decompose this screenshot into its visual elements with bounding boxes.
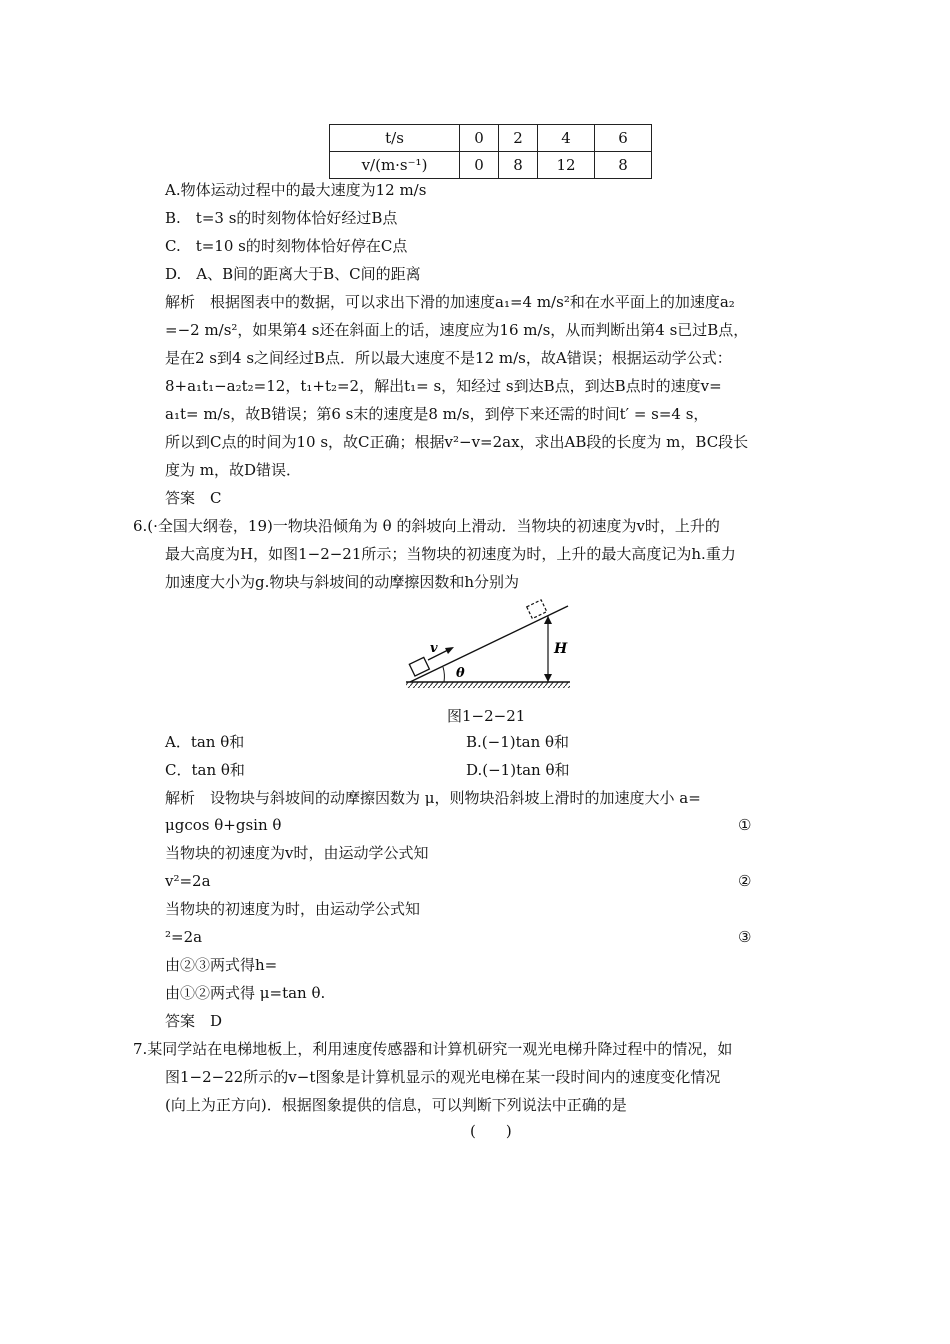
analysis-line: ²=2a [165,928,203,946]
question-stem: 最大高度为H，如图1−2−21所示；当物块的初速度为时，上升的最大高度记为h.重力 [165,545,736,563]
table-cell: 8 [499,152,538,179]
table-row [330,125,652,152]
velocity-arrowhead [445,647,454,654]
figure-caption: 图1−2−21 [447,707,526,725]
question-stem: 6.(·全国大纲卷，19)一物块沿倾角为 θ 的斜坡向上滑动．当物块的初速度为v时，上升的 [133,517,720,535]
label-H: H [554,641,568,657]
analysis-line: =−2 m/s²，如果第4 s还在斜面上的话，速度应为16 m/s，从而判断出第4 s已过B点， [165,321,749,339]
label-theta: θ [456,666,465,681]
block-final-dashed [527,600,547,619]
table-cell: t/s [330,125,460,152]
analysis-line: 由①②两式得 μ=tan θ. [165,984,326,1002]
velocity-time-table [329,124,652,179]
option-a: A．tan θ和 [165,733,245,751]
height-arrow-down [544,674,552,682]
ground-hatch [406,682,570,688]
analysis-line: 8+a₁t₁−a₂t₂=12，t₁+t₂=2，解出t₁= s，知经过 s到达B点，到达B点时的速度v= [165,377,722,395]
equation-mark: ① [738,816,752,834]
analysis-line: 所以到C点的时间为10 s，故C正确；根据v²−v=2ax，求出AB段的长度为 m，BC段长 [165,433,749,451]
question-stem: 7.某同学站在电梯地板上，利用速度传感器和计算机研究一观光电梯升降过程中的情况，如 [133,1040,733,1058]
label-v: v [430,641,438,656]
option-b: B. t=3 s的时刻物体恰好经过B点 [165,209,398,227]
question-stem: (向上为正方向)．根据图象提供的信息，可以判断下列说法中正确的是 [165,1096,627,1114]
block [409,657,429,676]
equation-mark: ② [738,872,752,890]
table-cell: v/(m·s⁻¹) [330,152,460,179]
question-stem: 图1−2−22所示的v−t图象是计算机显示的观光电梯在某一段时间内的速度变化情况 [165,1068,721,1086]
table-cell: 8 [595,152,652,179]
option-c: C. t=10 s的时刻物体恰好停在C点 [165,237,408,255]
analysis-line: μgcos θ+gsin θ [165,816,282,834]
analysis-line: 由②③两式得h= [165,956,278,974]
incline-figure [400,596,575,691]
analysis-line: a₁t= m/s，故B错误；第6 s末的速度是8 m/s，到停下来还需的时间t′ = s=4 s， [165,405,709,423]
answer-blank: ( ) [470,1122,512,1140]
option-d: D.(−1)tan θ和 [466,761,570,779]
table-row [330,152,652,179]
analysis-line: v²=2a [165,872,211,890]
table-cell: 2 [499,125,538,152]
analysis-line: 当物块的初速度为v时，由运动学公式知 [165,844,429,862]
option-c: C．tan θ和 [165,761,245,779]
table-cell: 0 [460,152,499,179]
analysis-line: 解析 设物块与斜坡间的动摩擦因数为 μ，则物块沿斜坡上滑时的加速度大小 a= [165,789,701,807]
question-stem: 加速度大小为g.物块与斜坡间的动摩擦因数和h分别为 [165,573,520,591]
table-cell: 4 [538,125,595,152]
analysis-line: 度为 m，故D错误． [165,461,302,479]
option-d: D. A、B间的距离大于B、C间的距离 [165,265,421,283]
equation-mark: ③ [738,928,752,946]
answer: 答案 C [165,489,222,507]
analysis-line: 当物块的初速度为时，由运动学公式知 [165,900,421,918]
angle-arc [443,667,444,682]
analysis-line: 是在2 s到4 s之间经过B点．所以最大速度不是12 m/s，故A错误；根据运动学公式： [165,349,732,367]
table-cell: 0 [460,125,499,152]
option-b: B.(−1)tan θ和 [466,733,570,751]
table-cell: 12 [538,152,595,179]
option-a: A.物体运动过程中的最大速度为12 m/s [165,181,427,199]
analysis-line: 解析 根据图表中的数据，可以求出下滑的加速度a₁=4 m/s²和在水平面上的加速度a₂ [165,293,735,311]
table-cell: 6 [595,125,652,152]
answer: 答案 D [165,1012,223,1030]
